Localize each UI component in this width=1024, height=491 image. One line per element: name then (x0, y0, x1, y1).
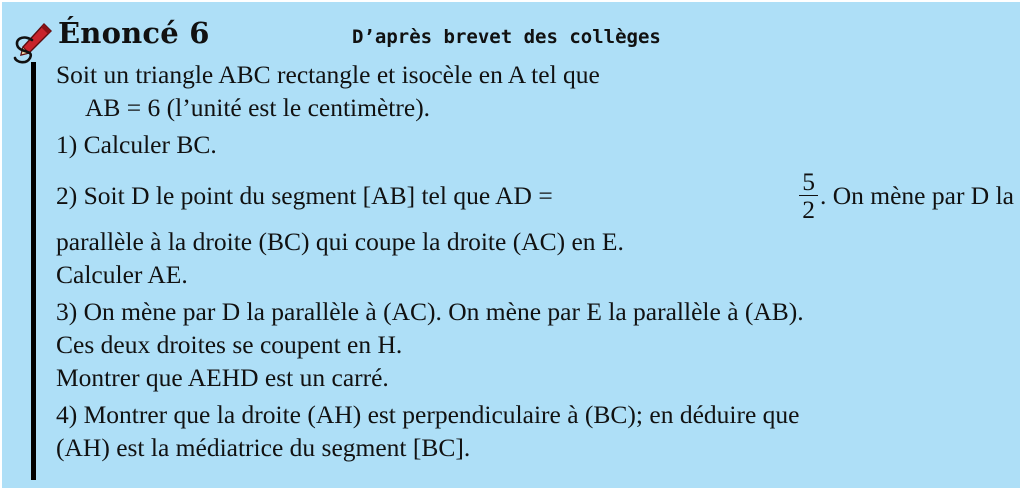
question-3-line-2: Ces deux droites se coupent en H. (56, 330, 403, 359)
left-rule (31, 62, 36, 480)
exercise-card (2, 2, 1020, 488)
question-3-line-3: Montrer que AEHD est un carré. (56, 363, 389, 392)
question-2-text-start: 2) Soit D le point du segment [AB] tel que AD = (56, 180, 553, 210)
question-2-line-2: parallèle à la droite (BC) qui coupe la droite (AC) en E. (56, 227, 624, 256)
question-2-text-end: . On mène par D la (819, 180, 1014, 210)
statement-line-1: Soit un triangle ABC rectangle et isocèle en A tel que (56, 60, 600, 89)
fraction-numerator: 5 (799, 168, 818, 196)
exercise-body (56, 58, 1014, 464)
question-2-line-3: Calculer AE. (56, 260, 188, 289)
fraction-ad (799, 168, 818, 223)
question-2-line-1 (56, 165, 1014, 225)
question-4-line-2: (AH) est la médiatrice du segment [BC]. (56, 433, 471, 462)
question-3-line-1: 3) On mène par D la parallèle à (AC). On mène par E la parallèle à (AB). (56, 297, 804, 326)
exercise-source: D’après brevet des collèges (352, 26, 661, 48)
pencil-s-icon (10, 20, 54, 66)
statement-line-2: AB = 6 (l’unité est le centimètre). (85, 93, 431, 122)
question-1: 1) Calculer BC. (56, 130, 217, 159)
question-4-line-1: 4) Montrer que la droite (AH) est perpendiculaire à (BC); en déduire que (56, 400, 800, 429)
fraction-denominator: 2 (802, 194, 815, 224)
exercise-title: Énoncé 6 (58, 16, 210, 50)
